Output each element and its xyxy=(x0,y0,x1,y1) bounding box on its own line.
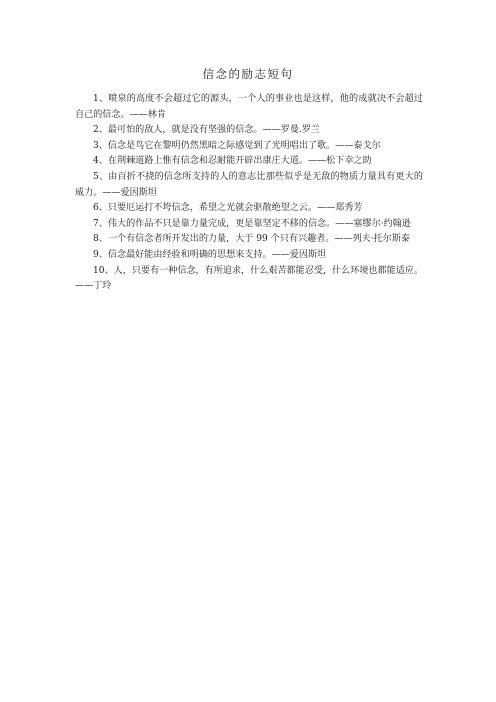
quote-item: 9、信念最好能由经验和明确的思想来支持。——爱因斯坦 xyxy=(93,249,327,260)
quote-item: 7、伟大的作品不只是靠力量完成，更是靠坚定不移的信念。——塞缪尔·约翰逊 xyxy=(93,218,411,229)
quote-item: 3、信念是鸟它在黎明仍然黑暗之际感觉到了光明唱出了歌。——泰戈尔 xyxy=(93,140,381,151)
quote-list xyxy=(75,92,423,295)
document-title: 信念的励志短句 xyxy=(202,67,294,81)
quote-item: 2、最可怕的敌人，就是没有坚强的信念。——罗曼.罗兰 xyxy=(93,125,320,136)
quote-item: 10、人，只要有一种信念，有所追求，什么艰苦都能忍受，什么环境也都能适应。——丁玲 xyxy=(75,265,423,292)
quote-item: 6、只要厄运打不垮信念，希望之光就会驱散绝望之云。——郑秀芳 xyxy=(93,203,363,214)
quote-item: 8、一个有信念者所开发出的力量，大于 99 个只有兴趣者。——列夫·托尔斯泰 xyxy=(93,234,411,245)
quote-item: 5、由百折不挠的信念所支持的人的意志比那些似乎是无敌的物质力量具有更大的威力。——爱因斯坦 xyxy=(75,171,423,198)
quote-item: 1、喷泉的高度不会超过它的源头，一个人的事业也是这样，他的成就决不会超过自己的信念。——林肯 xyxy=(75,94,423,120)
quote-item: 4、在荆棘道路上惟有信念和忍耐能开辟出康庄大道。——松下幸之助 xyxy=(93,156,372,167)
